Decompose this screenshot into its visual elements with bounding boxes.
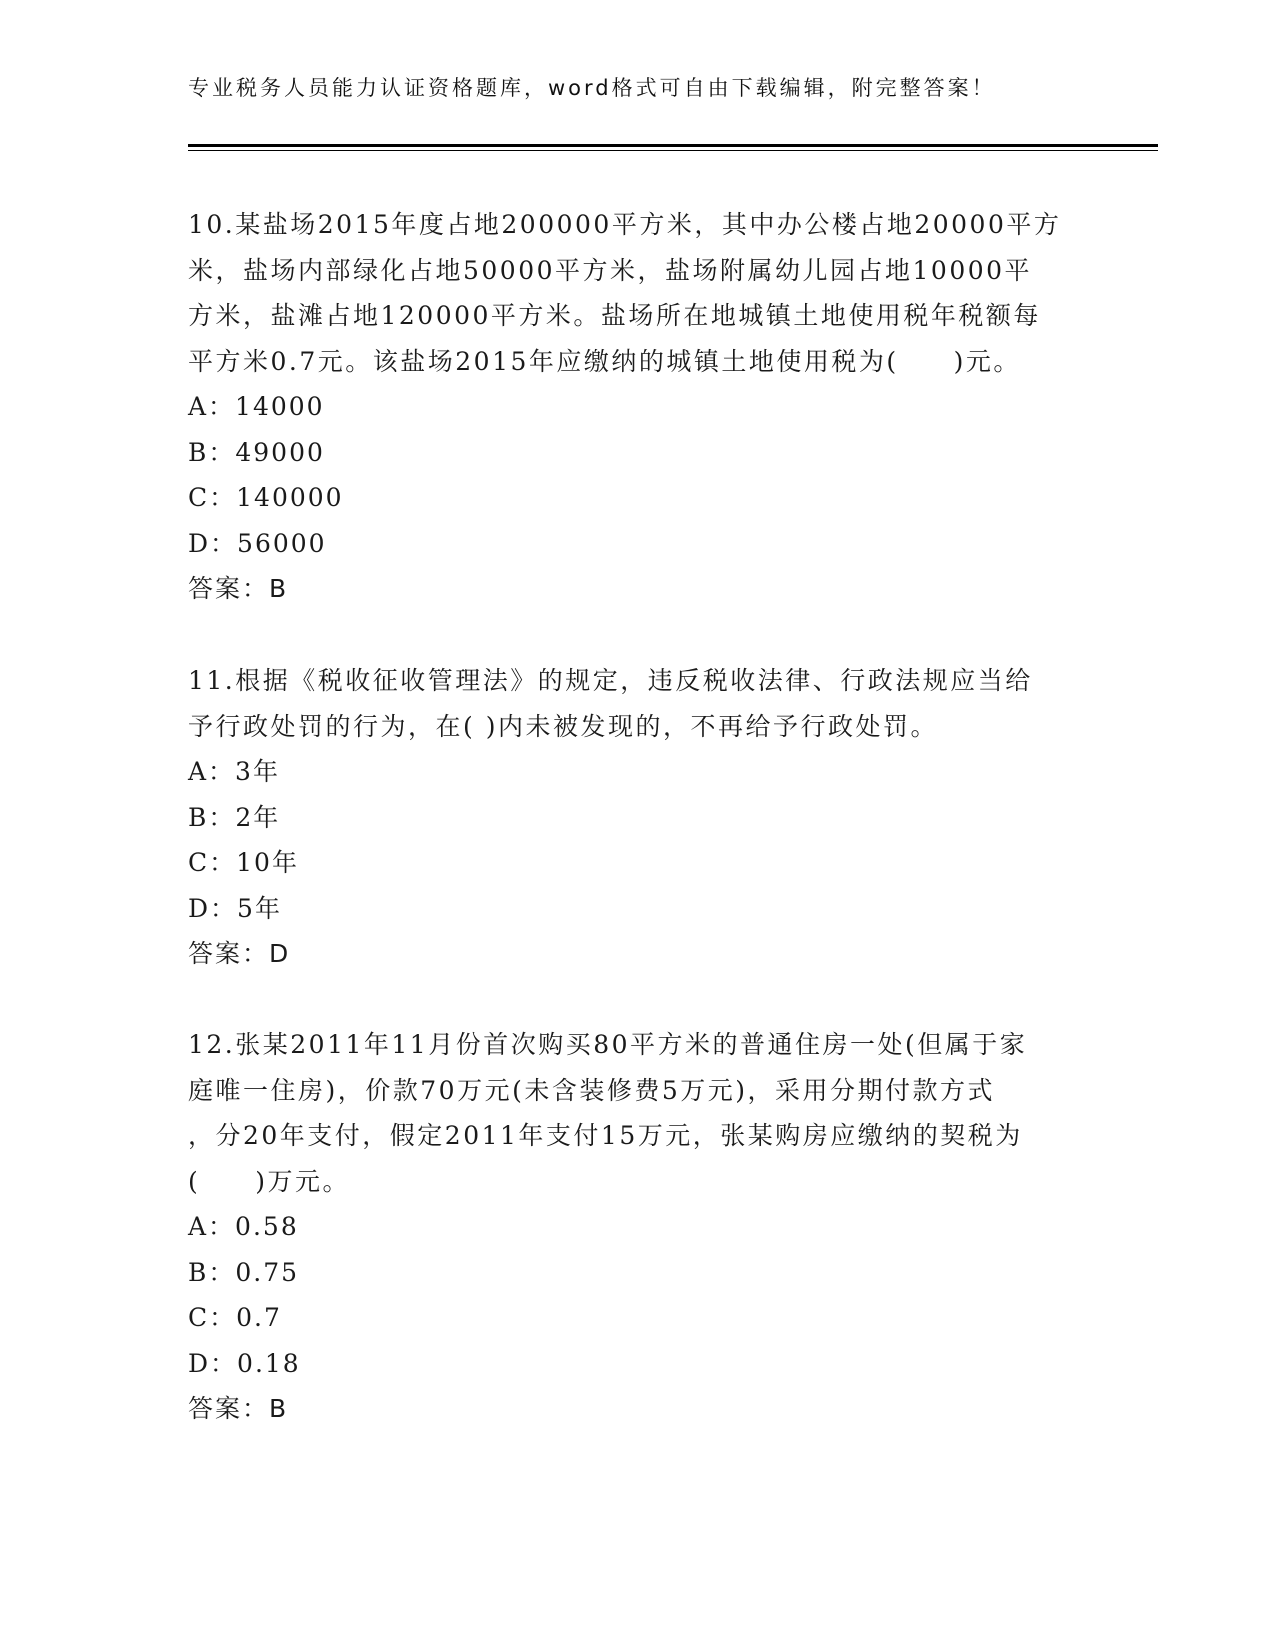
answer-line: 答案：D: [188, 939, 291, 968]
option-a: A：14000: [188, 392, 325, 421]
option-b: B：2年: [188, 802, 281, 832]
question-stem-line: 12.张某2011年11月份首次购买80平方米的普通住房一处(但属于家: [188, 1030, 1028, 1059]
question-stem-line: ( )万元。: [188, 1166, 351, 1196]
question-stem-line: 庭唯一住房)，价款70万元(未含装修费5万元)，采用分期付款方式: [188, 1075, 995, 1105]
question-12: [188, 1022, 1088, 1432]
answer-line: 答案：B: [188, 574, 289, 603]
option-a: A：0.58: [188, 1212, 299, 1241]
answer-line: 答案：B: [188, 1394, 289, 1423]
header-rule-thin: [188, 150, 1158, 151]
option-c: C：10年: [188, 848, 299, 877]
question-stem-line: 10.某盐场2015年度占地200000平方米，其中办公楼占地20000平方: [188, 210, 1062, 239]
question-11: [188, 658, 1088, 977]
option-b: B：49000: [188, 437, 325, 467]
option-b: B：0.75: [188, 1257, 300, 1287]
option-d: D：56000: [188, 528, 327, 558]
question-stem-line: 予行政处罚的行为，在( )内未被发现的，不再给予行政处罚。: [188, 711, 938, 741]
question-stem-line: 平方米0.7元。该盐场2015年应缴纳的城镇土地使用税为( )元。: [188, 346, 1021, 376]
question-stem-line: 方米，盐滩占地120000平方米。盐场所在地城镇土地使用税年税额每: [188, 301, 1041, 330]
option-d: D：5年: [188, 893, 282, 923]
question-10: [188, 202, 1088, 612]
question-stem-line: 11.根据《税收征收管理法》的规定，违反税收法律、行政法规应当给: [188, 666, 1033, 695]
question-stem-line: 米，盐场内部绿化占地50000平方米，盐场附属幼儿园占地10000平: [188, 255, 1033, 285]
question-stem-line: ，分20年支付，假定2011年支付15万元，张某购房应缴纳的契税为: [188, 1121, 1023, 1150]
option-c: C：140000: [188, 483, 344, 512]
page-header: 专业税务人员能力认证资格题库，word格式可自由下载编辑，附完整答案！: [188, 76, 996, 100]
header-rule-thick: [188, 144, 1158, 147]
option-d: D：0.18: [188, 1348, 301, 1378]
option-a: A：3年: [188, 757, 280, 786]
option-c: C：0.7: [188, 1303, 282, 1332]
